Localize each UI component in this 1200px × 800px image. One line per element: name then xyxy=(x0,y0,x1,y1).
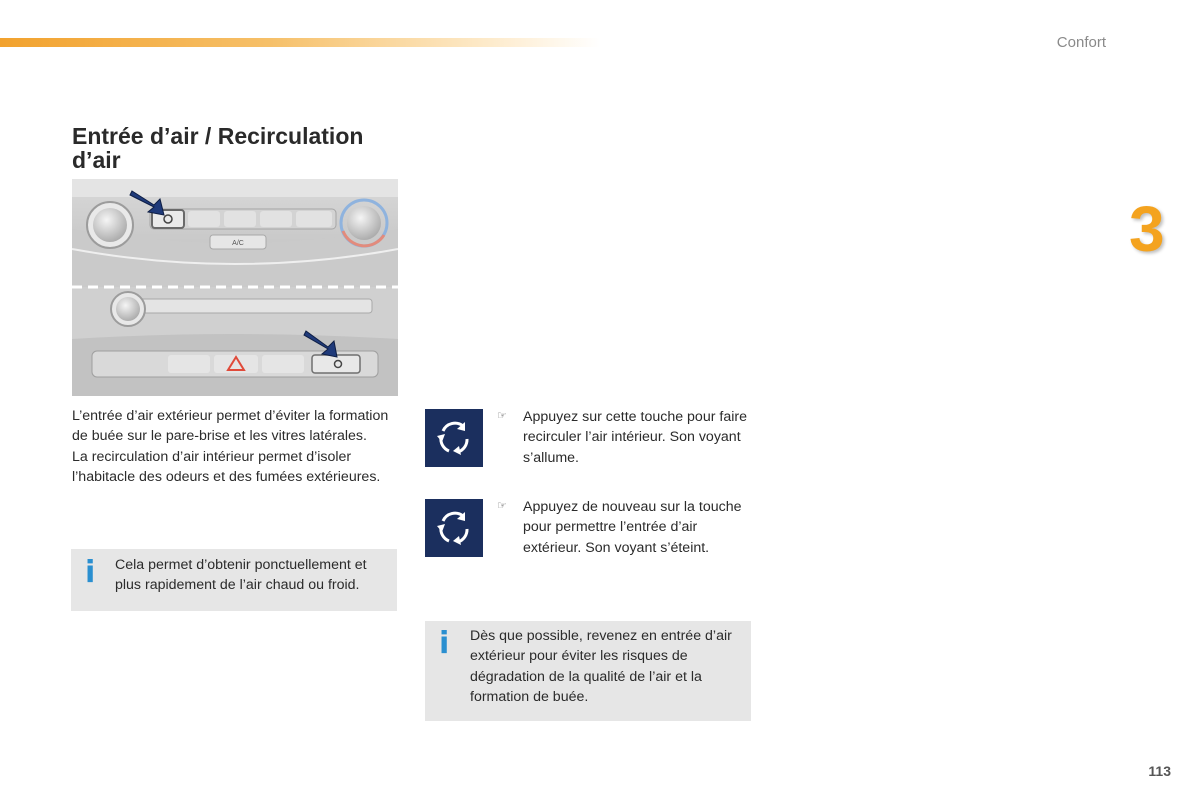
info-note-right xyxy=(425,621,751,721)
info-note-text: Dès que possible, revenez en entrée d’air extérieur pour éviter les risques de dégradation de la qualité de l’air et la formation de buée. xyxy=(470,628,732,705)
bullet-marker: ☞ xyxy=(497,410,507,422)
intro-paragraph: La recirculation d’air intérieur permet d’isoler l’habitacle des odeurs et des fumées extérieures. xyxy=(72,448,381,485)
step-text: Appuyez sur cette touche pour faire recirculer l’air intérieur. Son voyant s’allume. xyxy=(523,409,747,466)
chapter-number: 3 xyxy=(1129,193,1165,265)
dashboard-photo xyxy=(72,179,398,396)
section-label: Confort xyxy=(1056,34,1106,51)
info-icon: i xyxy=(439,626,450,661)
bullet-marker: ☞ xyxy=(497,500,507,512)
page-title: Entrée d’air / Recirculation d’air xyxy=(72,123,364,173)
header-accent-bar xyxy=(0,38,600,47)
info-note-text: Cela permet d’obtenir ponctuellement et plus rapidement de l’air chaud ou froid. xyxy=(115,557,367,594)
page-number: 113 xyxy=(1148,763,1171,779)
ac-button-label: A/C xyxy=(232,240,244,247)
info-note-left xyxy=(71,549,397,611)
intro-text xyxy=(72,406,402,487)
step-text: Appuyez de nouveau sur la touche pour permettre l’entrée d’air extérieur. Son voyant s’éteint. xyxy=(523,499,742,556)
intro-paragraph: L’entrée d’air extérieur permet d’éviter la formation de buée sur le pare-brise et les vitres latérales. xyxy=(72,408,389,445)
recirculation-icon xyxy=(425,499,483,557)
recirculation-icon xyxy=(425,409,483,467)
info-icon: i xyxy=(85,555,96,590)
